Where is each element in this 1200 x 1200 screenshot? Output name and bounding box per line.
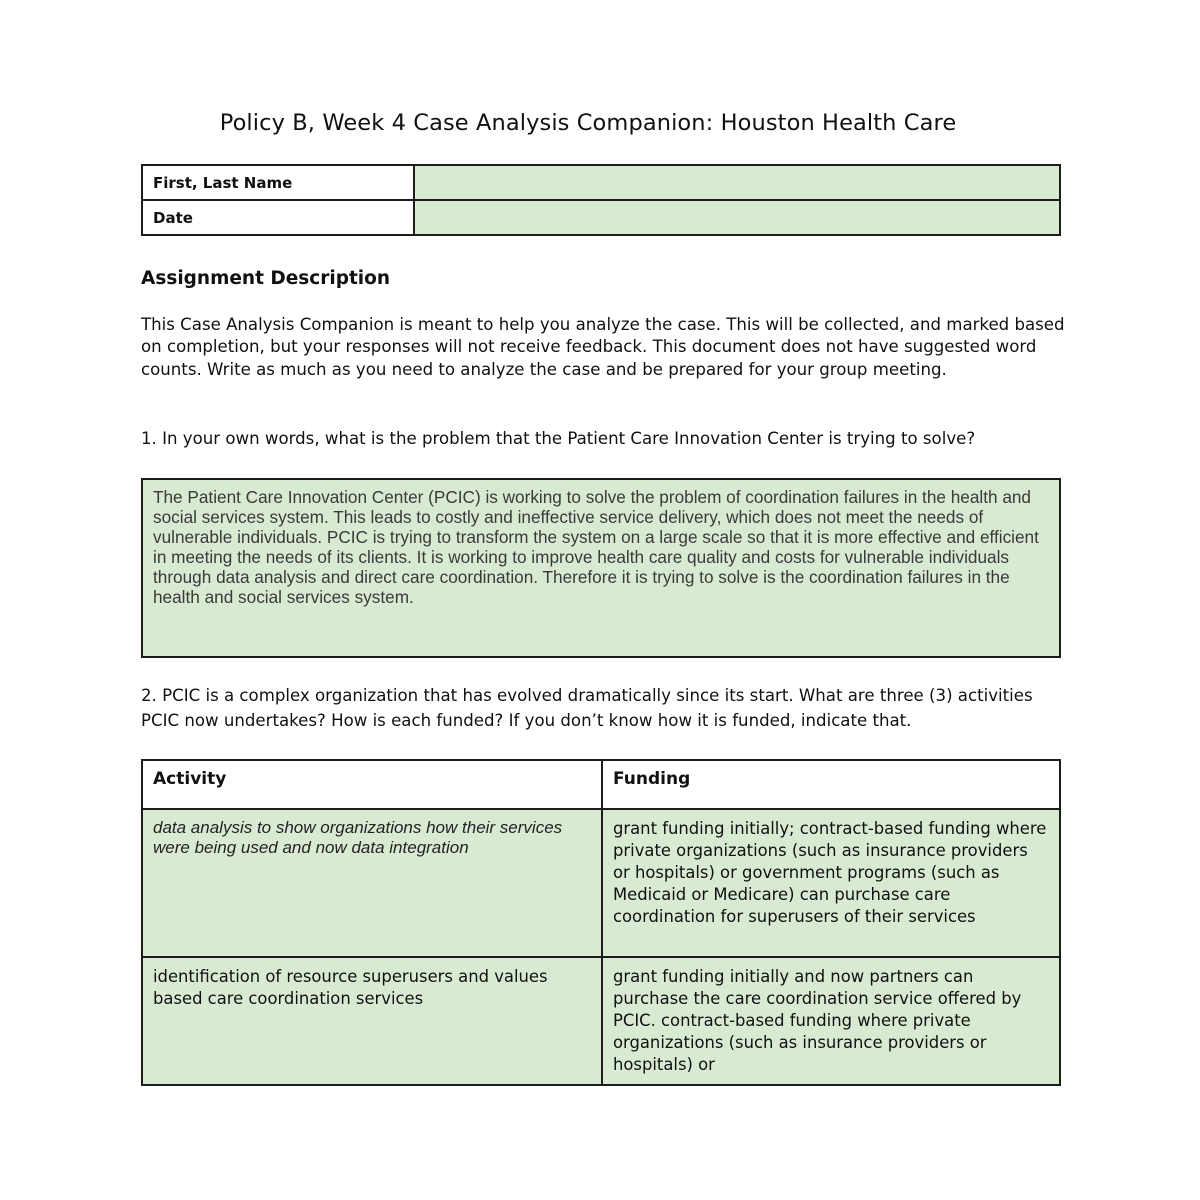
assignment-description: This Case Analysis Companion is meant to help you analyze the case. This will be collected, and marked based on completion, but your responses will not receive feedback. This document does not have suggested word counts. Write as much as you need to analyze the case and be prepared for your group meeting. (141, 315, 1065, 379)
table-row (142, 809, 1060, 957)
name-field[interactable] (414, 165, 1060, 200)
date-row (142, 200, 1060, 235)
activity-cell[interactable]: identification of resource superusers and values based care coordination services (142, 957, 602, 1085)
activity-column-header: Activity (142, 760, 602, 809)
funding-cell[interactable]: grant funding initially; contract-based funding where private organizations (such as insurance providers or hospitals) or government programs (such as Medicaid or Medicare) can purchase care coordination for superusers of their services (602, 809, 1060, 957)
activities-table (141, 759, 1061, 1086)
date-field[interactable] (414, 200, 1060, 235)
question-1-prompt: 1. In your own words, what is the problem that the Patient Care Innovation Center is trying to solve? (141, 429, 976, 448)
name-label: First, Last Name (142, 165, 414, 200)
table-row (142, 957, 1060, 1085)
document-title: Policy B, Week 4 Case Analysis Companion: Houston Health Care (219, 110, 957, 136)
activity-cell[interactable]: data analysis to show organizations how their services were being used and now data integration (142, 809, 602, 957)
funding-cell[interactable]: grant funding initially and now partners can purchase the care coordination service offered by PCIC. contract-based funding where private organizations (such as insurance providers or hospitals) or (602, 957, 1060, 1085)
funding-column-header: Funding (602, 760, 1060, 809)
question-2-prompt: 2. PCIC is a complex organization that has evolved dramatically since its start. What are three (3) activities PCIC now undertakes? How is each funded? If you don’t know how it is funded, indicate that. (141, 686, 1033, 730)
student-info-table (141, 164, 1061, 236)
assignment-heading: Assignment Description (141, 268, 391, 289)
question-1-answer-field[interactable]: The Patient Care Innovation Center (PCIC) is working to solve the problem of coordination failures in the health and social services system. This leads to costly and ineffective service delivery, which does not meet the needs of vulnerable individuals. PCIC is trying to transform the system on a large scale so that it is more effective and efficient in meeting the needs of its clients. It is working to improve health care quality and costs for vulnerable individuals through data analysis and direct care coordination. Therefore it is trying to solve is the coordination failures in the health and social services system. (141, 478, 1061, 658)
table-header-row (142, 760, 1060, 809)
name-row (142, 165, 1060, 200)
date-label: Date (142, 200, 414, 235)
